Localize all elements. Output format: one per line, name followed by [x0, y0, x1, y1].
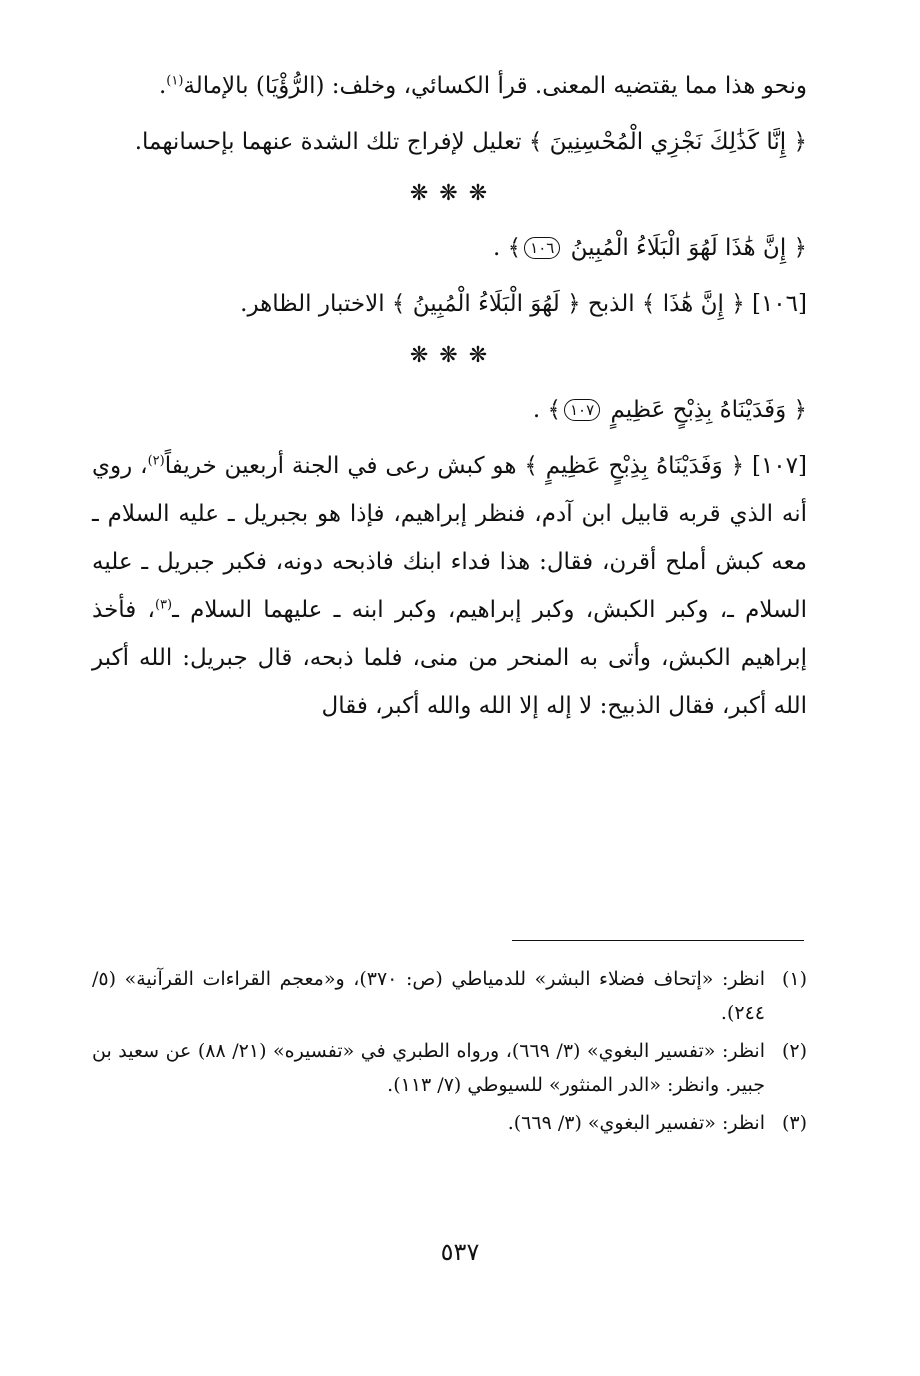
paragraph-4-part-c: ، فأخذ إبراهيم الكبش، وأتى به المنحر من منى، فلما ذبحه، قال جبريل: الله أكبر الله أكبر، فقال الذبيح: لا إله إلا الله والله أكبر، فقال: [92, 597, 807, 719]
footnote-ref-2: (٢): [147, 453, 165, 469]
footnote-item: [92, 1034, 807, 1102]
verse-107-end: ﴾ .: [532, 397, 561, 423]
paragraph-4: [92, 442, 807, 730]
verse-106: [92, 224, 807, 272]
footnote-text: انظر: «إتحاف فضلاء البشر» للدمياطي (ص: ٣٧٠)، و«معجم القراءات القرآنية» (٥/ ٢٤٤).: [92, 968, 766, 1024]
paragraph-1-text: ونحو هذا مما يقتضيه المعنى. قرأ الكسائي، وخلف: (الرُّؤْيَا) بالإمالة: [183, 73, 807, 99]
footnote-text: انظر: «تفسير البغوي» (٣/ ٦٦٩).: [507, 1112, 765, 1134]
section-separator-2: ❋ ❋ ❋: [409, 343, 490, 368]
paragraph-2: ﴿ إِنَّا كَذَٰلِكَ نَجْزِي الْمُحْسِنِينَ ﴾ تعليل لإفراج تلك الشدة عنهما بإحسانهما.: [134, 129, 807, 155]
paragraph-1-end: .: [158, 73, 167, 99]
verse-107-number: ١٠٧: [564, 399, 600, 421]
footnote-item: [92, 962, 807, 1030]
verse-107: [92, 386, 807, 434]
verse-106-text: ﴿ إِنَّ هَٰذَا لَهُوَ الْبَلَاءُ الْمُبِينُ: [570, 235, 807, 261]
footnotes: [92, 962, 807, 1144]
footnote-number: (٢): [781, 1040, 807, 1062]
verse-106-number: ١٠٦: [524, 237, 560, 259]
paragraph-4-part-a: [١٠٧] ﴿ وَفَدَيْنَاهُ بِذِبْحٍ عَظِيمٍ ﴾ هو كبش رعى في الجنة أربعين خريفاً: [164, 453, 807, 479]
page-number: ٥٣٧: [440, 1238, 480, 1266]
footnote-ref-3: (٣): [154, 597, 173, 613]
main-text: [92, 62, 807, 730]
footnote-number: (١): [781, 968, 807, 990]
footnote-ref-1: (١): [166, 73, 184, 89]
verse-107-text: ﴿ وَفَدَيْنَاهُ بِذِبْحٍ عَظِيمٍ: [610, 397, 807, 423]
paragraph-1: [92, 62, 807, 110]
footnote-item: [92, 1106, 807, 1140]
footnote-text: انظر: «تفسير البغوي» (٣/ ٦٦٩)، ورواه الطبري في «تفسيره» (٢١/ ٨٨) عن سعيد بن جبير. وانظر: «الدر المنثور» للسيوطي (٧/ ١١٣).: [92, 1040, 765, 1096]
paragraph-4-part-b: ، روي أنه الذي قربه قابيل ابن آدم، فنظر إبراهيم، فإذا هو بجبريل ـ عليه السلام ـ معه كبش أملح أقرن، فقال: هذا فداء ابنك فاذبحه دونه، فكبر جبريل ـ عليه السلام ـ، وكبر الكبش، وكبر إبراهيم، وكبر ابنه ـ عليهما السلام ـ: [92, 453, 807, 623]
footnote-number: (٣): [781, 1112, 807, 1134]
footnote-divider: [512, 940, 804, 941]
paragraph-3: [١٠٦] ﴿ إِنَّ هَٰذَا ﴾ الذبح ﴿ لَهُوَ الْبَلَاءُ الْمُبِينُ ﴾ الاختبار الظاهر.: [240, 291, 807, 317]
verse-106-end: ﴾ .: [493, 235, 522, 261]
section-separator-1: ❋ ❋ ❋: [409, 181, 490, 206]
